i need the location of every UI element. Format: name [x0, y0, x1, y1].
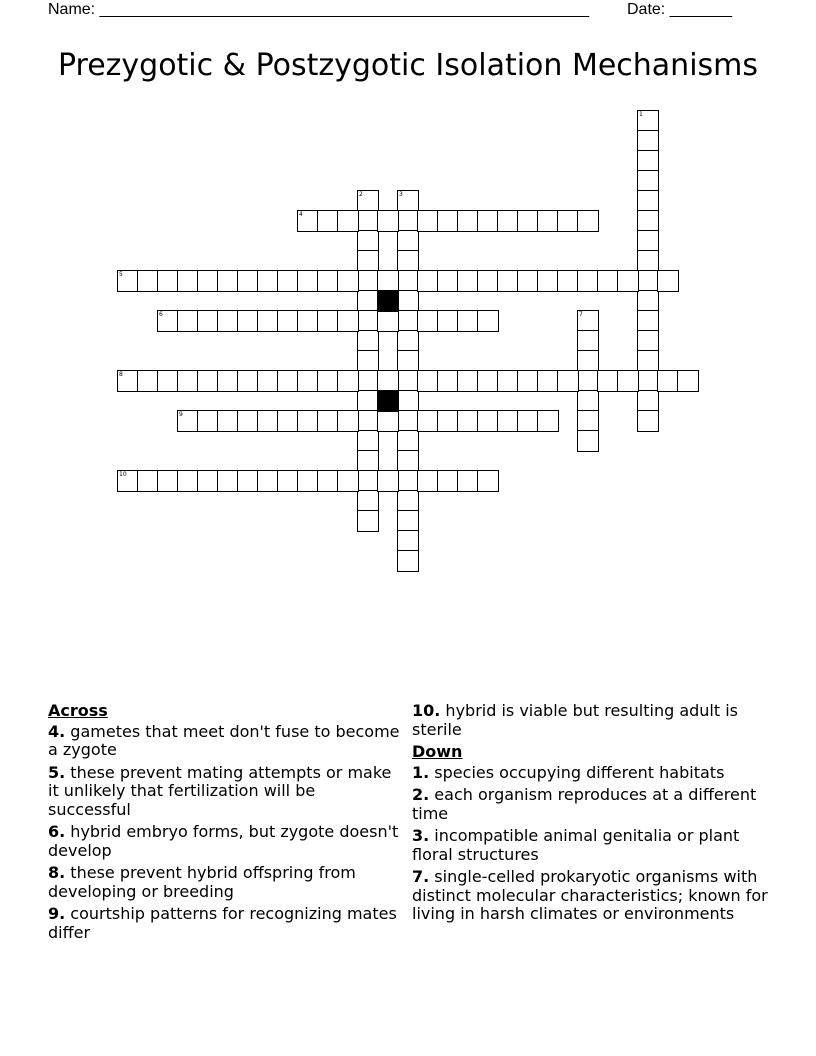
grid-cell[interactable]	[118, 371, 138, 391]
grid-cell[interactable]	[398, 371, 418, 391]
grid-cell[interactable]	[298, 211, 318, 231]
grid-cell[interactable]	[358, 471, 378, 491]
grid-cell[interactable]	[478, 471, 498, 491]
grid-cell[interactable]	[298, 271, 318, 291]
grid-cell[interactable]	[398, 511, 418, 531]
grid-cell[interactable]	[398, 551, 418, 571]
grid-cell[interactable]	[598, 371, 618, 391]
clue-number: 6.	[48, 822, 66, 841]
across-clue	[48, 864, 403, 901]
clue-text: incompatible animal genitalia or plant floral structures	[412, 826, 740, 864]
grid-cell[interactable]	[578, 431, 598, 451]
grid-cell[interactable]	[218, 411, 238, 431]
across-heading: Across	[48, 701, 108, 720]
clue-number: 5.	[48, 762, 66, 782]
clue-text: courtship patterns for recognizing mates differ	[48, 904, 397, 942]
grid-cell[interactable]	[398, 271, 418, 291]
grid-cell[interactable]	[258, 311, 278, 331]
grid-cell[interactable]	[358, 491, 378, 511]
grid-cell[interactable]	[378, 311, 398, 331]
grid-cell[interactable]	[338, 471, 358, 491]
grid-cell[interactable]	[138, 271, 158, 291]
grid-cell[interactable]	[458, 411, 478, 431]
grid-cell[interactable]	[658, 371, 678, 391]
grid-cell[interactable]	[638, 331, 658, 351]
date-field-label[interactable]: Date: _______	[627, 1, 732, 18]
grid-cell[interactable]	[378, 411, 398, 431]
across-clue	[48, 823, 403, 860]
grid-cell[interactable]	[578, 211, 598, 231]
grid-cell[interactable]	[638, 171, 658, 191]
clue-text: single-celled prokaryotic organisms with distinct molecular characteristics; known for living in harsh climates or environments	[412, 867, 768, 923]
clue-number-label: 6	[159, 311, 163, 318]
grid-cell[interactable]	[398, 351, 418, 371]
grid-cell[interactable]	[238, 411, 258, 431]
grid-cell[interactable]	[298, 471, 318, 491]
grid-cell[interactable]	[518, 411, 538, 431]
clue-number-label: 5	[119, 271, 123, 278]
grid-cell[interactable]	[358, 411, 378, 431]
clue-number-label: 10	[119, 471, 127, 478]
grid-cell[interactable]	[318, 371, 338, 391]
grid-cell[interactable]	[638, 251, 658, 271]
clue-number: 9.	[48, 904, 66, 923]
grid-cell[interactable]	[578, 411, 598, 431]
grid-cell[interactable]	[238, 271, 258, 291]
clue-number-label: 9	[179, 411, 183, 418]
grid-cell[interactable]	[578, 371, 598, 391]
grid-cell[interactable]	[478, 411, 498, 431]
grid-cell[interactable]	[678, 371, 698, 391]
down-clue	[412, 827, 772, 864]
grid-cell[interactable]	[358, 371, 378, 391]
grid-cell[interactable]	[358, 451, 378, 471]
grid-cell[interactable]	[438, 311, 458, 331]
grid-cell[interactable]	[558, 211, 578, 231]
grid-cell[interactable]	[438, 471, 458, 491]
grid-cell[interactable]	[398, 191, 418, 211]
grid-cell[interactable]	[318, 311, 338, 331]
across-clue	[48, 905, 403, 942]
grid-cell[interactable]	[658, 271, 678, 291]
grid-cell[interactable]	[358, 331, 378, 351]
clue-number: 1.	[412, 762, 430, 782]
grid-cell[interactable]	[178, 411, 198, 431]
grid-cell[interactable]	[638, 271, 658, 291]
grid-cell[interactable]	[238, 471, 258, 491]
grid-cell[interactable]	[318, 471, 338, 491]
grid-cell[interactable]	[178, 471, 198, 491]
grid-cell[interactable]	[358, 311, 378, 331]
grid-cell[interactable]	[538, 371, 558, 391]
clue-number-label: 2	[359, 191, 363, 198]
grid-cell[interactable]	[638, 131, 658, 151]
grid-cell[interactable]	[338, 271, 358, 291]
grid-cell[interactable]	[638, 411, 658, 431]
grid-cell[interactable]	[438, 411, 458, 431]
grid-cell[interactable]	[298, 371, 318, 391]
grid-cell[interactable]	[458, 471, 478, 491]
grid-cell[interactable]	[478, 371, 498, 391]
clue-text: hybrid is viable but resulting adult is sterile	[412, 701, 739, 739]
grid-cell[interactable]	[298, 311, 318, 331]
grid-cell[interactable]	[218, 371, 238, 391]
grid-cell[interactable]	[358, 251, 378, 271]
grid-cell[interactable]	[398, 311, 418, 331]
grid-cell[interactable]	[118, 271, 138, 291]
grid-cell[interactable]	[278, 271, 298, 291]
grid-cell[interactable]	[478, 271, 498, 291]
clue-number: 3.	[412, 826, 430, 845]
grid-cell[interactable]	[258, 371, 278, 391]
grid-cell[interactable]	[198, 411, 218, 431]
clue-number: 10.	[412, 701, 441, 720]
clue-text: these prevent hybrid offspring from developing or breeding	[48, 863, 356, 901]
grid-cell[interactable]	[578, 271, 598, 291]
grid-cell[interactable]	[418, 371, 438, 391]
clue-text: gametes that meet don't fuse to become a zygote	[48, 721, 400, 759]
grid-cell[interactable]	[638, 211, 658, 231]
grid-cell[interactable]	[398, 531, 418, 551]
grid-cell[interactable]	[358, 271, 378, 291]
grid-cell[interactable]	[398, 231, 418, 251]
grid-cell[interactable]	[378, 271, 398, 291]
grid-cell[interactable]	[218, 311, 238, 331]
black-square	[378, 391, 398, 411]
grid-cell[interactable]	[178, 371, 198, 391]
grid-cell[interactable]	[298, 411, 318, 431]
clue-text: each organism reproduces at a different time	[412, 785, 757, 823]
grid-cell[interactable]	[178, 311, 198, 331]
grid-cell[interactable]	[358, 191, 378, 211]
down-heading: Down	[412, 742, 463, 761]
grid-cell[interactable]	[278, 371, 298, 391]
grid-cell[interactable]	[518, 211, 538, 231]
clues-left-column	[48, 702, 403, 946]
grid-cell[interactable]	[458, 271, 478, 291]
grid-cell[interactable]	[638, 371, 658, 391]
page-title: Prezygotic & Postzygotic Isolation Mechanisms	[57, 48, 759, 83]
grid-cell[interactable]	[158, 471, 178, 491]
clue-text: these prevent mating attempts or make it unlikely that fertilization will be successful	[48, 762, 392, 819]
grid-cell[interactable]	[238, 311, 258, 331]
grid-cell[interactable]	[398, 391, 418, 411]
grid-cell[interactable]	[218, 271, 238, 291]
grid-cell[interactable]	[398, 451, 418, 471]
grid-cell[interactable]	[138, 471, 158, 491]
grid-cell[interactable]	[418, 271, 438, 291]
grid-cell[interactable]	[138, 371, 158, 391]
clue-number-label: 4	[299, 211, 303, 218]
grid-cell[interactable]	[498, 271, 518, 291]
grid-cell[interactable]	[458, 211, 478, 231]
grid-cell[interactable]	[618, 271, 638, 291]
grid-cell[interactable]	[638, 231, 658, 251]
grid-cell[interactable]	[418, 411, 438, 431]
grid-cell[interactable]	[418, 311, 438, 331]
grid-cell[interactable]	[418, 211, 438, 231]
grid-cell[interactable]	[638, 151, 658, 171]
across-clue	[48, 723, 403, 760]
grid-cell[interactable]	[438, 271, 458, 291]
grid-cell[interactable]	[338, 311, 358, 331]
clue-text: species occupying different habitats	[429, 762, 725, 782]
grid-cell[interactable]	[538, 271, 558, 291]
grid-cell[interactable]	[278, 311, 298, 331]
clue-number: 7.	[412, 867, 430, 886]
grid-cell[interactable]	[538, 211, 558, 231]
clue-number: 4.	[48, 721, 66, 741]
grid-cell[interactable]	[458, 311, 478, 331]
clue-text: hybrid embryo forms, but zygote doesn't develop	[48, 822, 399, 860]
grid-cell[interactable]	[498, 211, 518, 231]
grid-cell[interactable]	[358, 211, 378, 231]
grid-cell[interactable]	[478, 311, 498, 331]
grid-cell[interactable]	[398, 251, 418, 271]
grid-cell[interactable]	[178, 271, 198, 291]
across-clue	[48, 764, 403, 820]
grid-cell[interactable]	[318, 211, 338, 231]
grid-cell[interactable]	[638, 111, 658, 131]
grid-cell[interactable]	[398, 331, 418, 351]
grid-cell[interactable]	[498, 411, 518, 431]
grid-cell[interactable]	[358, 291, 378, 311]
clue-number-label: 1	[639, 111, 643, 118]
grid-cell[interactable]	[458, 371, 478, 391]
grid-cell[interactable]	[118, 471, 138, 491]
grid-cell[interactable]	[398, 411, 418, 431]
grid-cell[interactable]	[398, 211, 418, 231]
clue-number-label: 3	[399, 191, 403, 198]
grid-cell[interactable]	[278, 411, 298, 431]
grid-cell[interactable]	[258, 471, 278, 491]
grid-cell[interactable]	[358, 391, 378, 411]
grid-cell[interactable]	[398, 291, 418, 311]
grid-cell[interactable]	[438, 211, 458, 231]
grid-cell[interactable]	[518, 371, 538, 391]
grid-cell[interactable]	[258, 271, 278, 291]
grid-cell[interactable]	[638, 191, 658, 211]
across-clue	[412, 702, 772, 739]
down-clue	[412, 868, 772, 924]
grid-cell[interactable]	[418, 471, 438, 491]
grid-cell[interactable]	[578, 331, 598, 351]
grid-cell[interactable]	[498, 371, 518, 391]
grid-cell[interactable]	[558, 371, 578, 391]
grid-cell[interactable]	[338, 371, 358, 391]
grid-cell[interactable]	[378, 471, 398, 491]
grid-cell[interactable]	[218, 471, 238, 491]
grid-cell[interactable]	[378, 211, 398, 231]
grid-cell[interactable]	[198, 471, 218, 491]
grid-cell[interactable]	[558, 271, 578, 291]
grid-cell[interactable]	[338, 211, 358, 231]
down-clue	[412, 764, 772, 783]
grid-cell[interactable]	[638, 291, 658, 311]
grid-cell[interactable]	[638, 311, 658, 331]
grid-cell[interactable]	[278, 471, 298, 491]
clue-number-label: 8	[119, 371, 123, 378]
grid-cell[interactable]	[158, 271, 178, 291]
grid-cell[interactable]	[338, 411, 358, 431]
name-field-label[interactable]: Name: _______________________________________________________	[48, 1, 589, 18]
grid-cell[interactable]	[638, 391, 658, 411]
grid-cell[interactable]	[398, 471, 418, 491]
clue-number: 8.	[48, 863, 66, 882]
grid-cell[interactable]	[198, 371, 218, 391]
grid-cell[interactable]	[358, 351, 378, 371]
grid-cell[interactable]	[518, 271, 538, 291]
clue-number-label: 7	[579, 311, 583, 318]
grid-cell[interactable]	[478, 211, 498, 231]
grid-cell[interactable]	[318, 271, 338, 291]
grid-cell[interactable]	[238, 371, 258, 391]
grid-cell[interactable]	[618, 371, 638, 391]
grid-cell[interactable]	[638, 351, 658, 371]
grid-cell[interactable]	[378, 371, 398, 391]
down-clue	[412, 786, 772, 823]
grid-cell[interactable]	[258, 411, 278, 431]
grid-cell[interactable]	[358, 511, 378, 531]
grid-cell[interactable]	[578, 351, 598, 371]
grid-cell[interactable]	[578, 311, 598, 331]
grid-cell[interactable]	[438, 371, 458, 391]
grid-cell[interactable]	[398, 491, 418, 511]
clues-right-column	[412, 702, 772, 928]
clue-number: 2.	[412, 785, 430, 804]
black-square	[378, 291, 398, 311]
grid-cell[interactable]	[358, 431, 378, 451]
grid-cell[interactable]	[198, 311, 218, 331]
grid-cell[interactable]	[598, 271, 618, 291]
grid-cell[interactable]	[158, 371, 178, 391]
grid-cell[interactable]	[198, 271, 218, 291]
grid-cell[interactable]	[398, 431, 418, 451]
grid-cell[interactable]	[158, 311, 178, 331]
grid-cell[interactable]	[318, 411, 338, 431]
grid-cell[interactable]	[538, 411, 558, 431]
grid-cell[interactable]	[578, 391, 598, 411]
grid-cell[interactable]	[358, 231, 378, 251]
